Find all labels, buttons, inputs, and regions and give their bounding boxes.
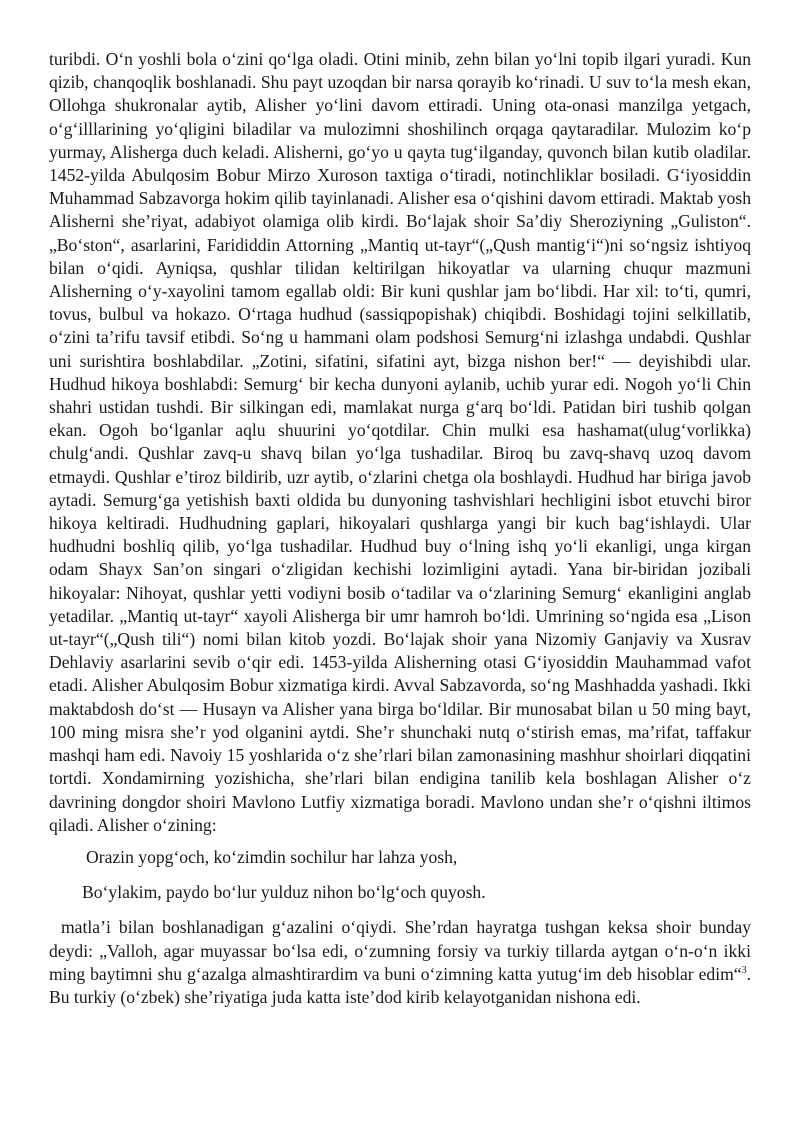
poem-line-2: Bo‘ylakim, paydo bo‘lur yulduz nihon bo‘lg‘och quyosh. [82,882,486,903]
document-page [49,48,751,1009]
poem-line-1: Orazin yopg‘och, ko‘zimdin sochilur har lahza yosh, [86,846,458,867]
body-paragraph: turibdi. O‘n yoshli bola o‘zini qo‘lga oladi. Otini minib, zehn bilan yo‘lni topib ilgari yuradi. Kun qizib, chanqoqlik boshlanadi. Shu payt uzoqdan bir narsa qorayib ko‘rinadi. U suv to‘la mesh ekan, Ollohga shukronalar aytib, Alisher yo‘lini davom ettiradi. Uning ota-onasi manzilga yetgach, o‘g‘illlarining yo‘qligini biladilar va mulozimni shoshilinch orqaga qaytaradilar. Mulozim ko‘p yurmay, Alisherga duch keladi. Alisherni, go‘yo u qayta tug‘ilganday, quvonch bilan kutib oladilar. 1452-yilda Abulqosim Bobur Mirzo Xuroson taxtiga o‘tiradi, notinchliklar bosiladi. G‘iyosiddin Muhammad Sabzavorga hokim qilib tayinlanadi. Alisher esa o‘qishini davom ettiradi. Maktab yosh Alisherni she’riyat, adabiyot olamiga olib kirdi. Bo‘lajak shoir Sa’diy Sheroziyning „Guliston“. „Bo‘ston“, asarlarini, Farididdin Attorning „Mantiq ut-tayr“(„Qush mantig‘i“)ni so‘ngsiz ishtiyoq bilan o‘qidi. Ayniqsa, qushlar tilidan keltirilgan hikoyatlar va ularning chuqur mazmuni Alisherning o‘y-xayolini tamom egallab oldi: Bir kuni qushlar jam bo‘libdi. Har xil: to‘ti, qumri, tovus, bulbul va hokazo. O‘rtaga hudhud (sassiqpopishak) chiqibdi. Boshidagi tojini selkillatib, o‘zini ta’rifu tavsif etibdi. So‘ng u hammani olam podshosi Semurg‘ni izlashga undabdi. Qushlar uni surishtira boshlabdilar. „Zotini, sifatini, sifatini ayt, bizga nishon ber!“ — deyishibdi ular. Hudhud hikoya boshlabdi: Semurg‘ bir kecha dunyoni aylanib, uchib yurar edi. Nogoh yo‘li Chin shahri ustidan tushdi. Bir silkingan edi, mamlakat nurga g‘arq bo‘ldi. Patidan biri tushib qolgan ekan. Ogoh bo‘lganlar aqlu shuurini yo‘qotdilar. Chin mulki esa hashamat(ulug‘vorlikka) chulg‘andi. Qushlar zavq-u shavq bilan yo‘lga tushadilar. Biroq bu zavq-shavq uzoq davom etmaydi. Qushlar e’tiroz bildirib, uzr aytib, o‘zlarini chetga ola boshlaydi. Hudhud har biriga javob aytadi. Semurg‘ga yetishish baxti oldida bu dunyoning tashvishlari hechligini isbot etuvchi biror hikoya keltiradi. Hudhudning gaplari, hikoyalari qushlarga yangi bir kuch bag‘ishlaydi. Ular hudhudni boshliq qilib, yo‘lga tushadilar. Hudhud buy o‘lning ishq yo‘li ekanligi, unga kirgan odam Shayx San’on singari o‘zligidan kechishi lozimligini aytadi. Yana bir-biridan jozibali hikoyalar: Nihoyat, qushlar yetti vodiyni bosib o‘tadilar va o‘zlarining Semurg‘ ekanligini anglab yetadilar. „Mantiq ut-tayr“ xayoli Alisherga bir umr hamroh bo‘ldi. Umrining so‘ngida esa „Lison ut-tayr“(„Qush tili“) nomi bilan kitob yozdi. Bo‘lajak shoir yana Nizomiy Ganjaviy va Xusrav Dehlaviy asarlarini sevib o‘qir edi. 1453-yilda Alisherning otasi G‘iyosiddin Mauhammad vafot etadi. Alisher Abulqosim Bobur xizmatiga kirdi. Avval Sabzavorda, so‘ng Mashhadda yashadi. Ikki maktabdosh do‘st — Husayn va Alisher yana birga bo‘ldilar. Bir munosabat bilan u 50 ming bayt, 100 ming misra she’r yod olganini aytdi. She’r shunchaki nutq o‘stirish emas, ma’rifat, taffakur mashqi ham edi. Navoiy 15 yoshlarida o‘z she’rlari bilan zamonasining mashhur shoirlari diqqatini tortdi. Xondamirning yozishicha, she’rlari bilan endigina tanilib kela boshlagan Alisher o‘z davrining dongdor shoiri Mavlono Lutfiy xizmatiga boradi. Mavlono undan she’r o‘qishni iltimos qiladi. Alisher o‘zining: [49,49,751,835]
closing-paragraph [49,916,751,1009]
closing-text-after-note: . Bu turkiy (o‘zbek) she’riyatiga juda katta iste’dod kirib kelayotganidan nishona edi. [49,963,751,1007]
closing-text-before-note: matla’i bilan boshlanadigan g‘azalini o‘qiydi. She’rdan hayratga tushgan keksa shoir bunday deydi: „Valloh, agar muyassar bo‘lsa edi, o‘zumning forsiy va turkiy tillarda aytgan o‘n-o‘n ikki ming baytimni shu g‘azalga almashtirardim va buni o‘zimning katta yutug‘im deb hisoblar edim“ [49,917,751,984]
footnote-marker: 3 [741,964,747,976]
